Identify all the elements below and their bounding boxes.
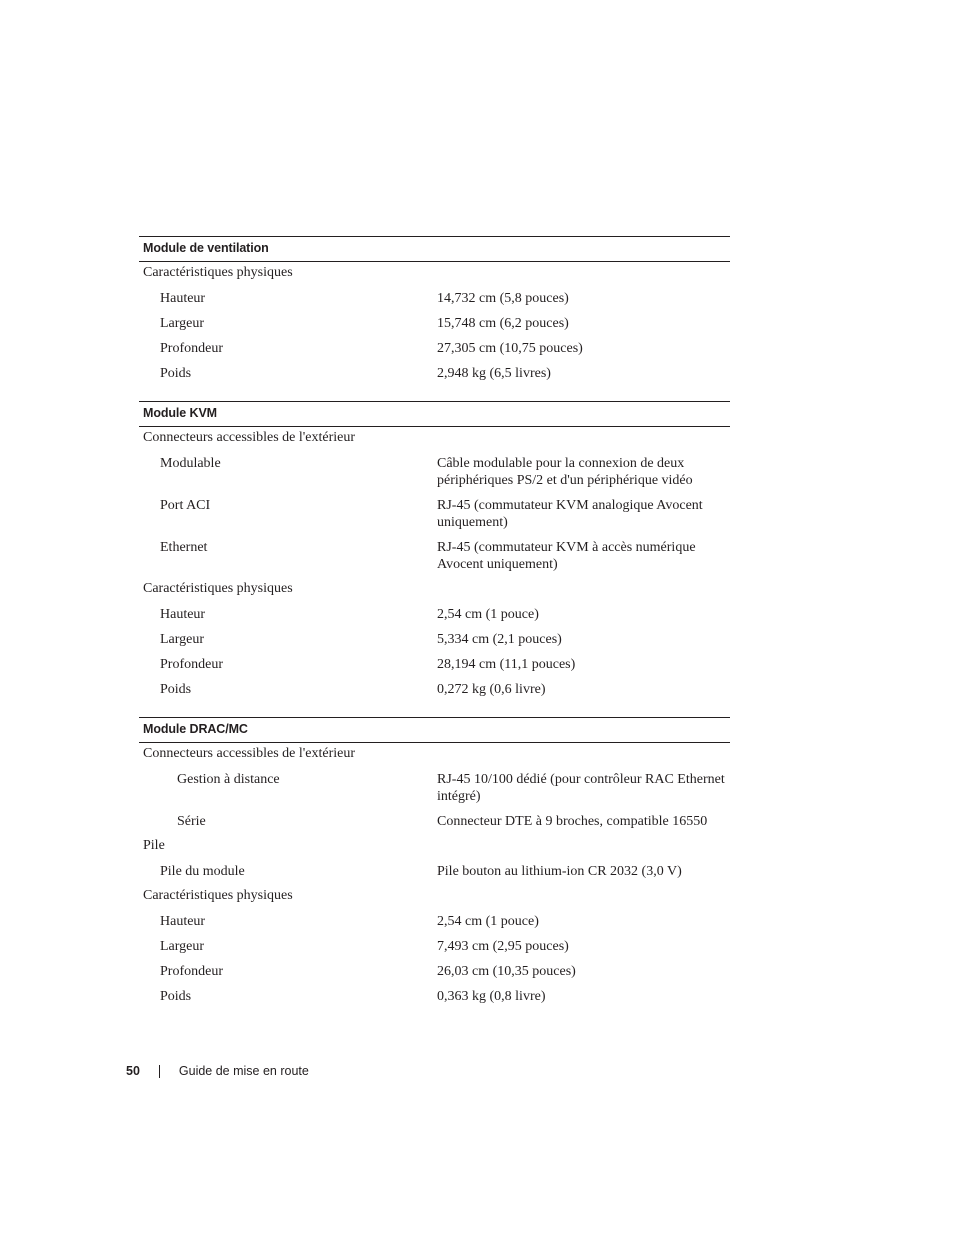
spec-label: Poids [160,989,192,1004]
spec-value: 2,948 kg (6,5 livres) [437,366,551,381]
spec-row [139,494,730,536]
section-drac-mc [139,717,730,1010]
group-label: Connecteurs accessibles de l'extérieur [143,746,356,761]
page-footer [126,1062,309,1080]
spec-value: 14,732 cm (5,8 pouces) [437,291,569,306]
spec-row [139,678,730,703]
spec-value: 27,305 cm (10,75 pouces) [437,341,583,356]
group-label: Caractéristiques physiques [143,888,293,903]
spec-row [139,810,730,835]
spec-label: Profondeur [160,657,223,672]
spec-row [139,935,730,960]
spec-value: 7,493 cm (2,95 pouces) [437,939,569,954]
spec-row [139,653,730,678]
spec-row [139,312,730,337]
spec-row [139,910,730,935]
spec-label: Gestion à distance [177,772,280,787]
spec-row [139,536,730,578]
spec-label: Série [177,814,206,829]
group-label: Caractéristiques physiques [143,581,293,596]
section-kvm [139,401,730,703]
spec-label: Largeur [160,939,205,954]
footer-divider [159,1065,160,1078]
spec-label: Poids [160,682,192,697]
group-label: Pile [143,838,165,853]
spec-row [139,628,730,653]
spec-value: 28,194 cm (11,1 pouces) [437,657,576,672]
spec-value: Connecteur DTE à 9 broches, compatible 16550 [437,814,708,829]
spec-label: Hauteur [160,291,206,306]
spec-row [139,362,730,387]
spec-value: Pile bouton au lithium-ion CR 2032 (3,0 V) [437,864,682,879]
spec-value: 26,03 cm (10,35 pouces) [437,964,576,979]
spec-label: Largeur [160,632,205,647]
spec-label: Profondeur [160,964,223,979]
section-header: Module de ventilation [139,236,730,262]
spec-label: Hauteur [160,914,206,929]
spec-row [139,960,730,985]
spec-label: Ethernet [160,540,208,555]
spec-value: RJ-45 (commutateur KVM analogique Avocent uniquement) [437,498,703,530]
group-label: Caractéristiques physiques [143,265,293,280]
group-label: Connecteurs accessibles de l'extérieur [143,430,356,445]
spec-value: RJ-45 10/100 dédié (pour contrôleur RAC Ethernet intégré) [437,772,725,804]
section-header: Module KVM [139,401,730,427]
spec-label: Modulable [160,456,221,471]
spec-label: Largeur [160,316,205,331]
spec-row [139,337,730,362]
spec-value: 2,54 cm (1 pouce) [437,607,539,622]
section-ventilation [139,236,730,387]
spec-label: Port ACI [160,498,211,513]
spec-value: Câble modulable pour la connexion de deux périphériques PS/2 et d'un périphérique vidéo [437,456,693,488]
spec-label: Hauteur [160,607,206,622]
spec-row [139,985,730,1010]
spec-label: Pile du module [160,864,245,879]
spec-row [139,603,730,628]
section-header: Module DRAC/MC [139,717,730,743]
spec-value: 15,748 cm (6,2 pouces) [437,316,569,331]
spec-value: 5,334 cm (2,1 pouces) [437,632,562,647]
spec-value: 0,272 kg (0,6 livre) [437,682,546,697]
spec-label: Poids [160,366,192,381]
spec-value: RJ-45 (commutateur KVM à accès numérique Avocent uniquement) [437,540,696,572]
guide-title: Guide de mise en route [178,1064,309,1078]
page-number: 50 [126,1064,140,1078]
spec-row [139,860,730,885]
spec-row [139,452,730,494]
spec-value: 0,363 kg (0,8 livre) [437,989,546,1004]
spec-table [139,236,730,1024]
spec-row [139,768,730,810]
spec-row [139,287,730,312]
spec-label: Profondeur [160,341,223,356]
spec-value: 2,54 cm (1 pouce) [437,914,539,929]
